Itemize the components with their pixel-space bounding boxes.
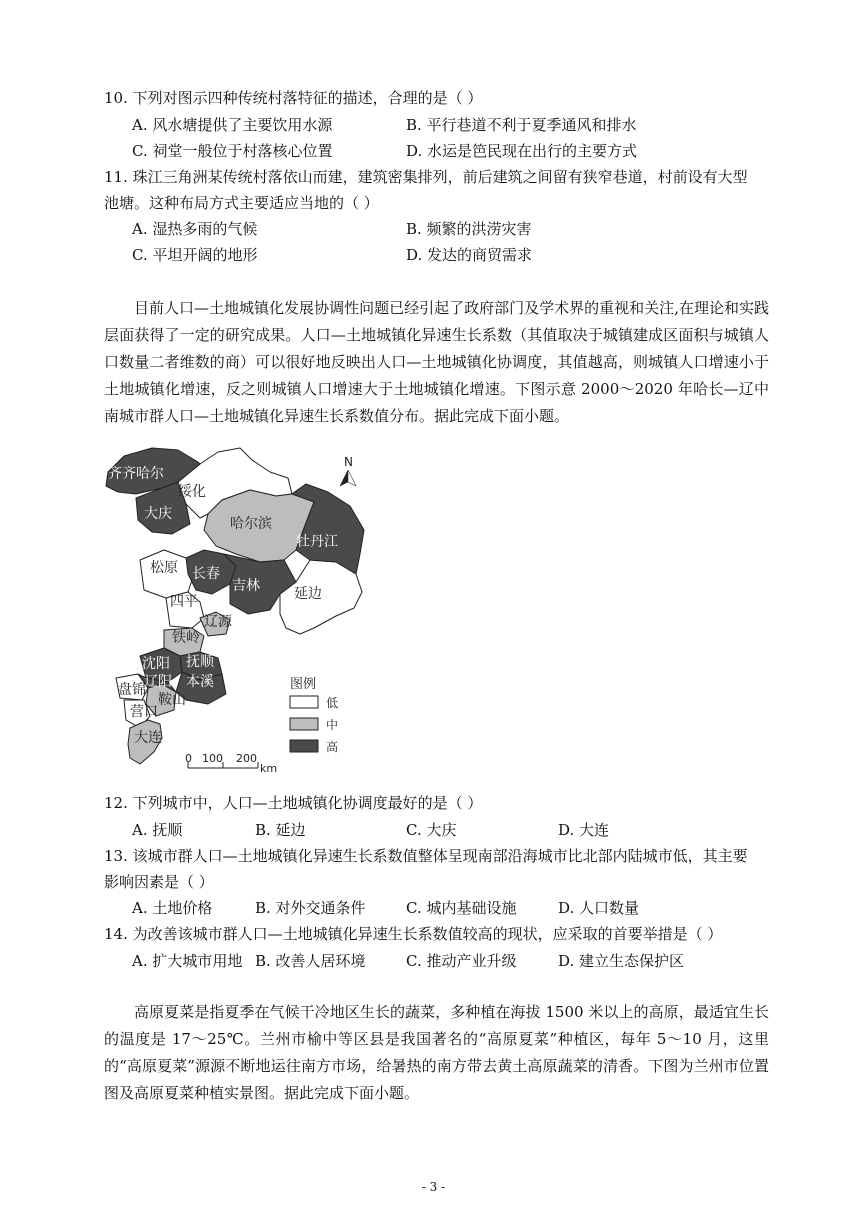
north-arrow-icon [340,455,356,486]
label-daqing: 大庆 [144,506,172,522]
q10-option-d: D. 水运是笆民现在出行的主要方式 [406,142,638,160]
legend-swatch-mid [290,718,318,730]
label-qiqihaer: 齐齐哈尔 [108,466,164,482]
legend-label-mid: 中 [326,718,339,732]
svg-text:N: N [344,455,353,469]
q10-option-c: C. 祠堂一般位于村落核心位置 [132,142,333,160]
q13-stem-line2: 影响因素是（ ） [104,873,214,891]
q14-option-c: C. 推动产业升级 [406,952,517,970]
q11-option-b: B. 频繁的洪涝灾害 [406,220,532,238]
q13-option-a: A. 土地价格 [132,899,213,917]
scale-bar [185,752,277,775]
label-yanbian: 延边 [294,586,322,602]
q11-stem-line1: 11. 珠江三角洲某传统村落依山而建，建筑密集排列，前后建筑之间留有狭窄巷道，村前设有大型 [104,168,748,186]
label-haerbin: 哈尔滨 [230,516,272,532]
q11-option-c: C. 平坦开阔的地形 [132,246,258,264]
passage-plateau-vegetables: 高原夏菜是指夏季在气候干冷地区生长的蔬菜，多种植在海拔 1500 米以上的高原，最适宜生长的温度是 17～25℃。兰州市榆中等区县是我国著名的“高原夏菜”种植区，每年 5～10 月，这里的“高原夏菜”源源不断地运往南方市场，给暑热的南方带去黄土高原蔬菜的清香。下图为兰州市位置图及高原夏菜种植实景图。据此完成下面小题。 [104,1003,769,1102]
scale-label-100: 100 [202,752,223,765]
page-number: - 3 - [421,1180,446,1194]
label-siping: 四平 [170,594,198,610]
label-songyuan: 松原 [150,560,178,576]
label-dalian: 大连 [134,730,162,746]
q12-option-c: C. 大庆 [406,821,457,839]
label-liaoyuan: 辽源 [204,614,232,630]
map-legend [290,677,338,754]
q10-option-a: A. 风水塘提供了主要饮用水源 [132,116,333,134]
q12-option-b: B. 延边 [255,821,306,839]
label-yingkou: 营口 [130,704,158,720]
q12-option-a: A. 抚顺 [132,821,183,839]
scale-label-0: 0 [185,752,192,765]
q13-option-b: B. 对外交通条件 [255,899,366,917]
legend-title: 图例 [290,677,317,692]
passage-urbanization: 目前人口—土地城镇化发展协调性问题已经引起了政府部门及学术界的重视和关注,在理论和实践层面获得了一定的研究成果。人口—土地城镇化异速生长系数（其值取决于城镇建成区面积与城镇人口数量二者维数的商）可以很好地反映出人口—土地城镇化协调度，其值越高，则城镇人口增速小于土地城镇化增速，反之则城镇人口增速大于土地城镇化增速。下图示意 2000～2020 年哈长—辽中南城市群人口—土地城镇化异速生长系数值分布。据此完成下面小题。 [104,299,769,425]
label-tieling: 铁岭 [172,630,200,646]
legend-swatch-high [290,740,318,752]
q14-option-d: D. 建立生态保护区 [558,952,685,970]
q12-stem: 12. 下列城市中，人口—土地城镇化协调度最好的是（ ） [104,794,483,812]
q14-option-b: B. 改善人居环境 [255,952,366,970]
city-cluster-map [100,442,370,777]
q10-option-b: B. 平行巷道不利于夏季通风和排水 [406,116,637,134]
label-panjin: 盘锦 [118,682,146,698]
q13-stem-line1: 13. 该城市群人口—土地城镇化异速生长系数值整体呈现南部沿海城市比北部内陆城市低，其主要 [104,847,748,865]
q12-option-d: D. 大连 [558,821,610,839]
legend-label-high: 高 [326,740,339,754]
label-mudanjiang: 牡丹江 [296,534,338,550]
q13-option-c: C. 城内基础设施 [406,899,517,917]
label-fushun: 抚顺 [186,654,214,670]
legend-label-low: 低 [326,696,339,710]
label-liaoyang: 辽阳 [144,674,172,690]
label-suihua: 绥化 [178,484,206,500]
q14-stem: 14. 为改善该城市群人口—土地城镇化异速生长系数值较高的现状，应采取的首要举措是（ ） [104,925,723,943]
label-anshan: 鞍山 [158,692,186,708]
q13-option-d: D. 人口数量 [558,899,640,917]
q11-option-d: D. 发达的商贸需求 [406,246,533,264]
scale-label-200: 200 [236,752,257,765]
q11-option-a: A. 湿热多雨的气候 [132,220,258,238]
label-shenyang: 沈阳 [142,656,170,672]
q14-option-a: A. 扩大城市用地 [132,952,243,970]
q11-stem-line2: 池塘。这种布局方式主要适应当地的（ ） [104,194,379,212]
scale-unit: km [260,762,278,775]
label-changchun: 长春 [192,566,220,582]
label-benxi: 本溪 [186,674,214,690]
legend-swatch-low [290,696,318,708]
label-jilin: 吉林 [232,578,260,594]
q10-stem: 10. 下列对图示四种传统村落特征的描述，合理的是（ ） [104,89,483,107]
